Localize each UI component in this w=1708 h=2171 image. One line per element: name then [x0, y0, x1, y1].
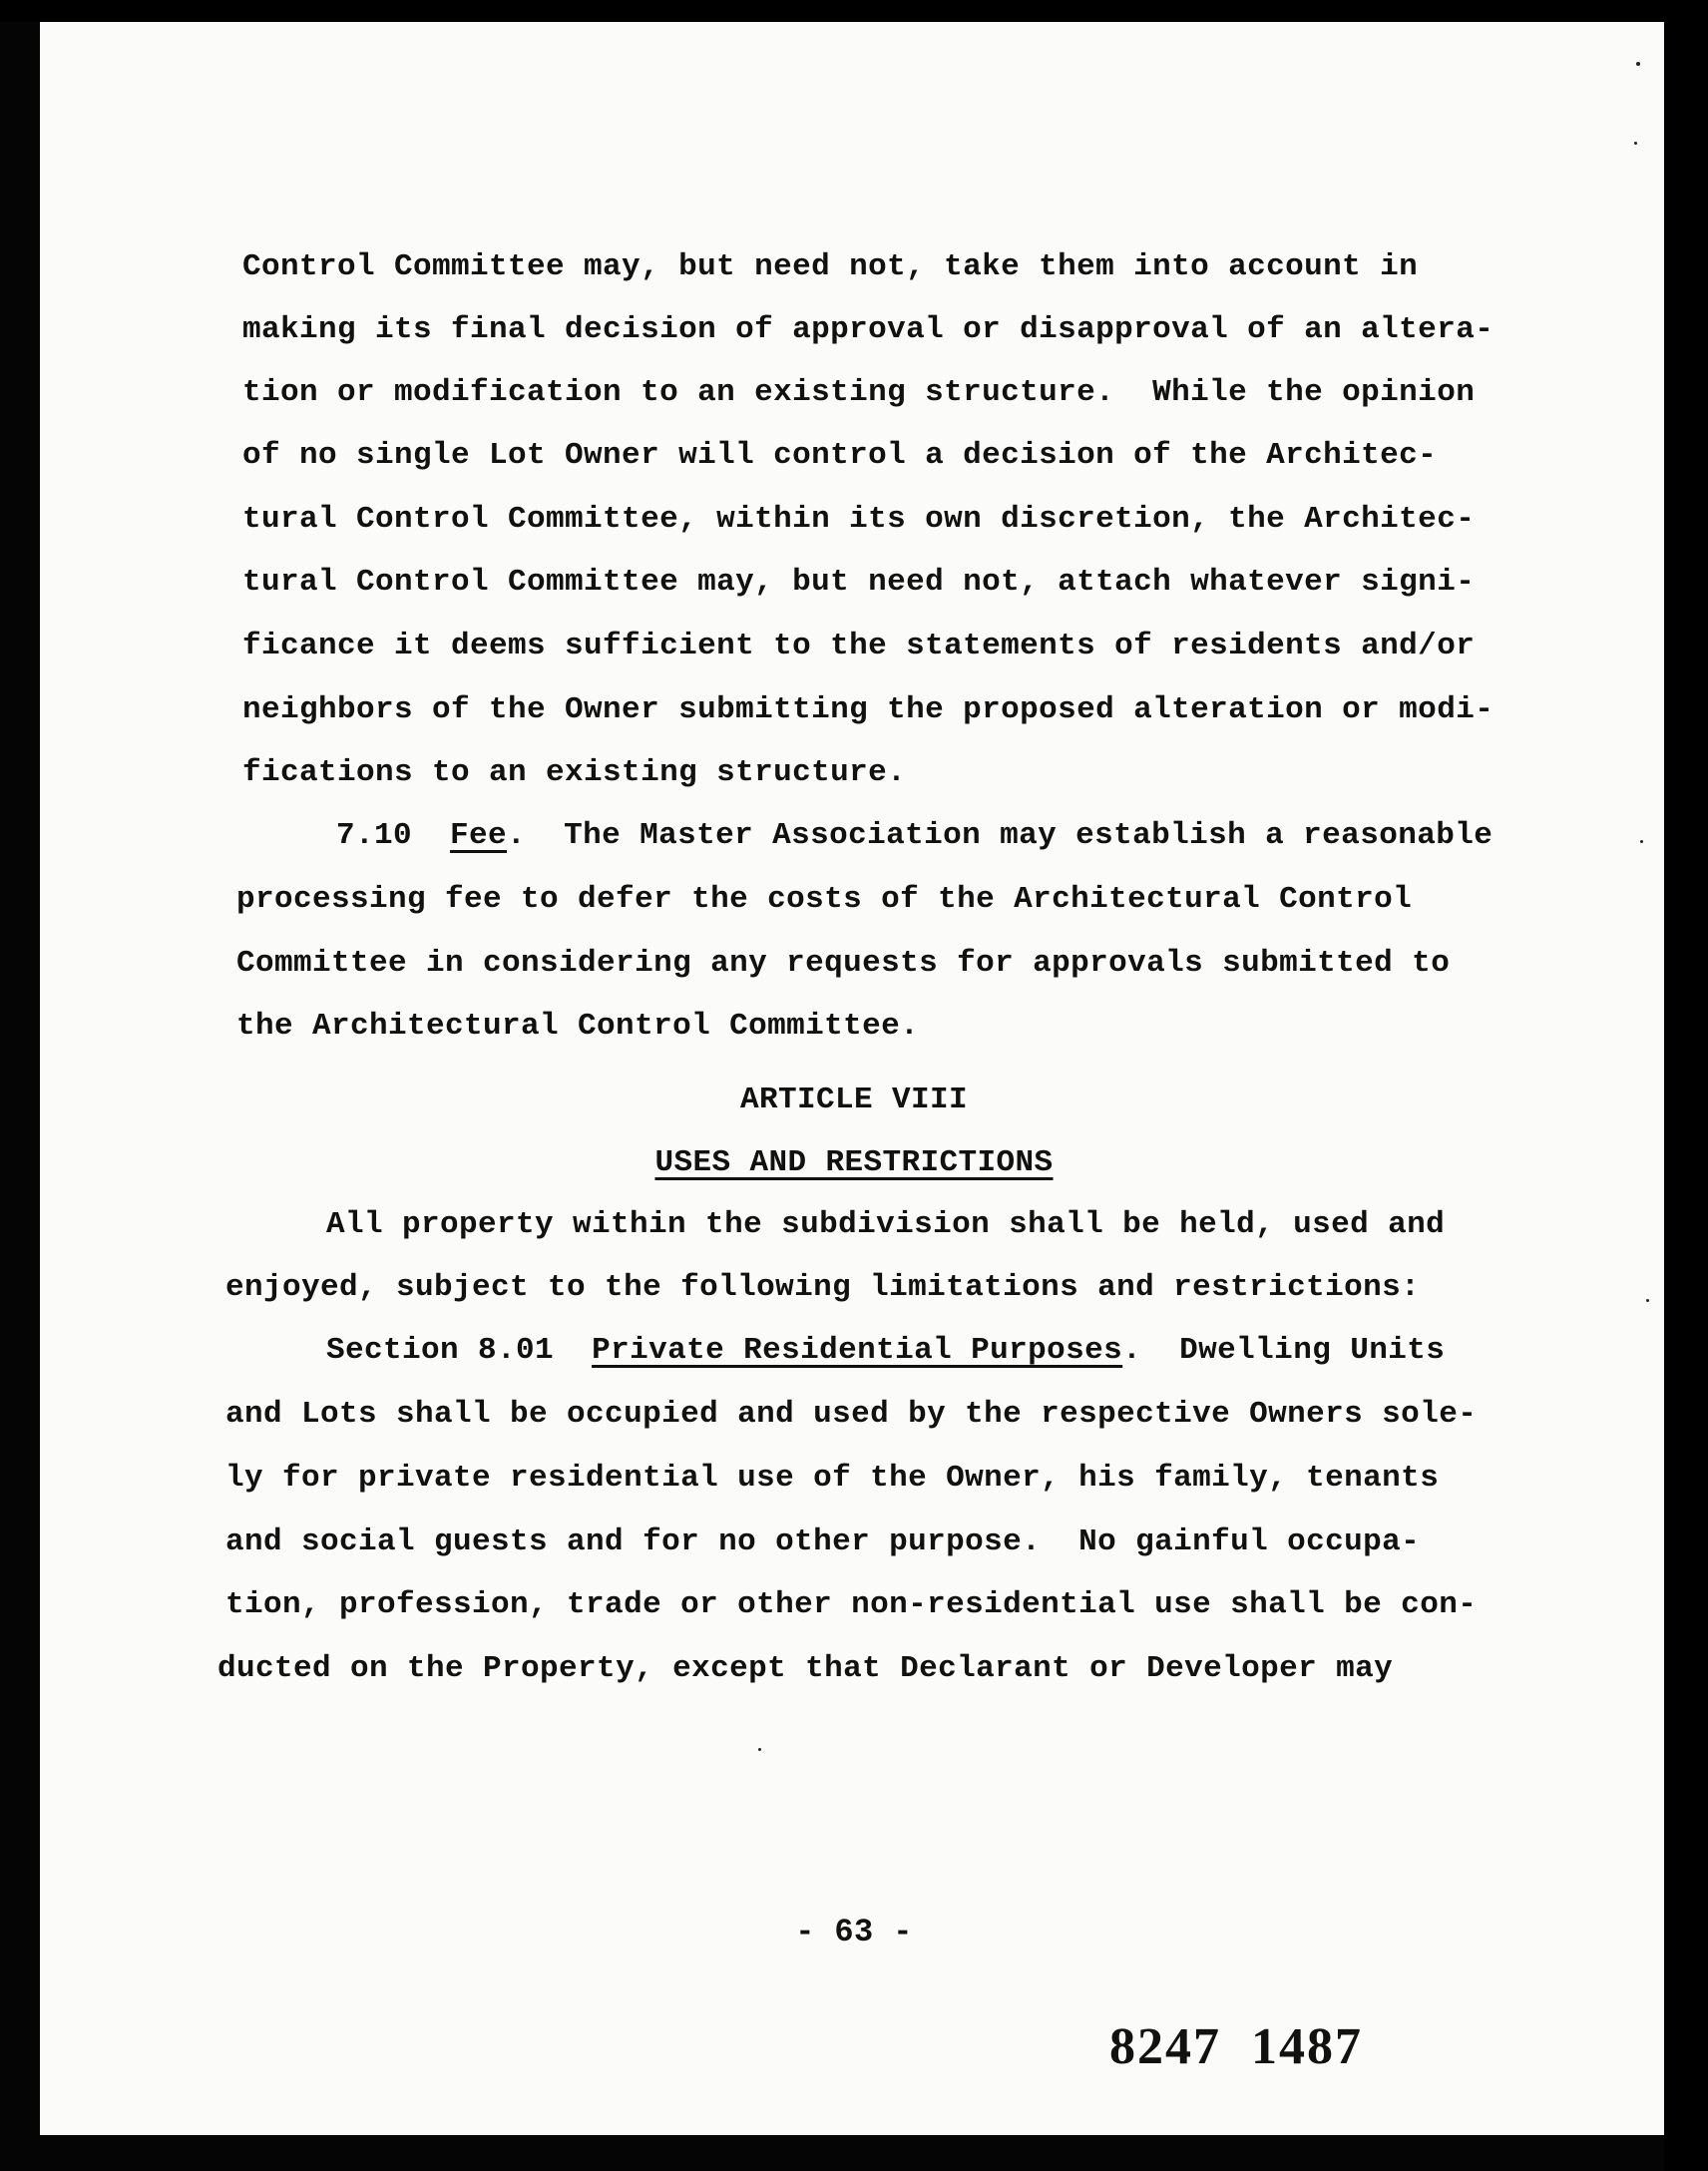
body-line: and social guests and for no other purpose. No gainful occupa-	[225, 1524, 1421, 1559]
body-line: tion, profession, trade or other non-residential use shall be con-	[225, 1587, 1478, 1622]
scan-speck	[1640, 840, 1643, 843]
scan-speck	[1636, 62, 1640, 66]
scan-speck	[1634, 142, 1637, 145]
article-number: ARTICLE VIII	[739, 1083, 969, 1117]
document-stamp-number: 8247 1487	[1109, 2018, 1363, 2075]
body-line: neighbors of the Owner submitting the proposed alteration or modi-	[242, 692, 1494, 727]
body-line: ducted on the Property, except that Declarant or Developer may	[217, 1651, 1394, 1686]
page-number: - 63 -	[795, 1914, 913, 1951]
section-number: Section 8.01	[326, 1333, 555, 1368]
body-line: tion or modification to an existing structure. While the opinion	[242, 375, 1476, 410]
body-line: tural Control Committee may, but need not, attach whatever signi-	[242, 565, 1476, 600]
article-heading	[0, 1083, 1708, 1117]
body-line: tural Control Committee, within its own discretion, the Architec-	[242, 502, 1476, 537]
body-line: of no single Lot Owner will control a decision of the Architec-	[242, 438, 1438, 473]
scan-speck	[1646, 1299, 1649, 1302]
section-title: Private Residential Purposes	[592, 1333, 1123, 1368]
body-line: All property within the subdivision shall be held, used and	[326, 1207, 1446, 1242]
body-line: and Lots shall be occupied and used by the respective Owners sole-	[225, 1397, 1478, 1432]
article-title: USES AND RESTRICTIONS	[654, 1145, 1054, 1180]
body-line: ly for private residential use of the Owner, his family, tenants	[225, 1461, 1440, 1496]
body-line: ficance it deems sufficient to the statements of residents and/or	[242, 629, 1476, 663]
body-line: Committee in considering any requests for approvals submitted to	[236, 946, 1451, 981]
body-line: Dwelling Units	[1179, 1333, 1446, 1368]
scan-border-top	[0, 0, 1708, 22]
article-title-row	[0, 1145, 1708, 1180]
section-8-01-first-line: Section 8.01 Private Residential Purposes. Dwelling Units	[326, 1333, 1446, 1368]
body-line: fications to an existing structure.	[242, 755, 907, 790]
body-line: enjoyed, subject to the following limitations and restrictions:	[225, 1270, 1421, 1305]
section-number: 7.10	[336, 818, 413, 853]
section-7-10-first-line: 7.10 Fee. The Master Association may establish a reasonable	[336, 818, 1494, 853]
body-line: Control Committee may, but need not, take them into account in	[242, 249, 1419, 284]
body-line: The Master Association may establish a reasonable	[564, 818, 1494, 853]
body-line: processing fee to defer the costs of the Architectural Control	[236, 882, 1413, 917]
body-line: the Architectural Control Committee.	[236, 1009, 920, 1044]
section-title: Fee	[450, 818, 508, 853]
body-line: making its final decision of approval or disapproval of an altera-	[242, 312, 1494, 347]
scan-speck	[758, 1748, 761, 1751]
